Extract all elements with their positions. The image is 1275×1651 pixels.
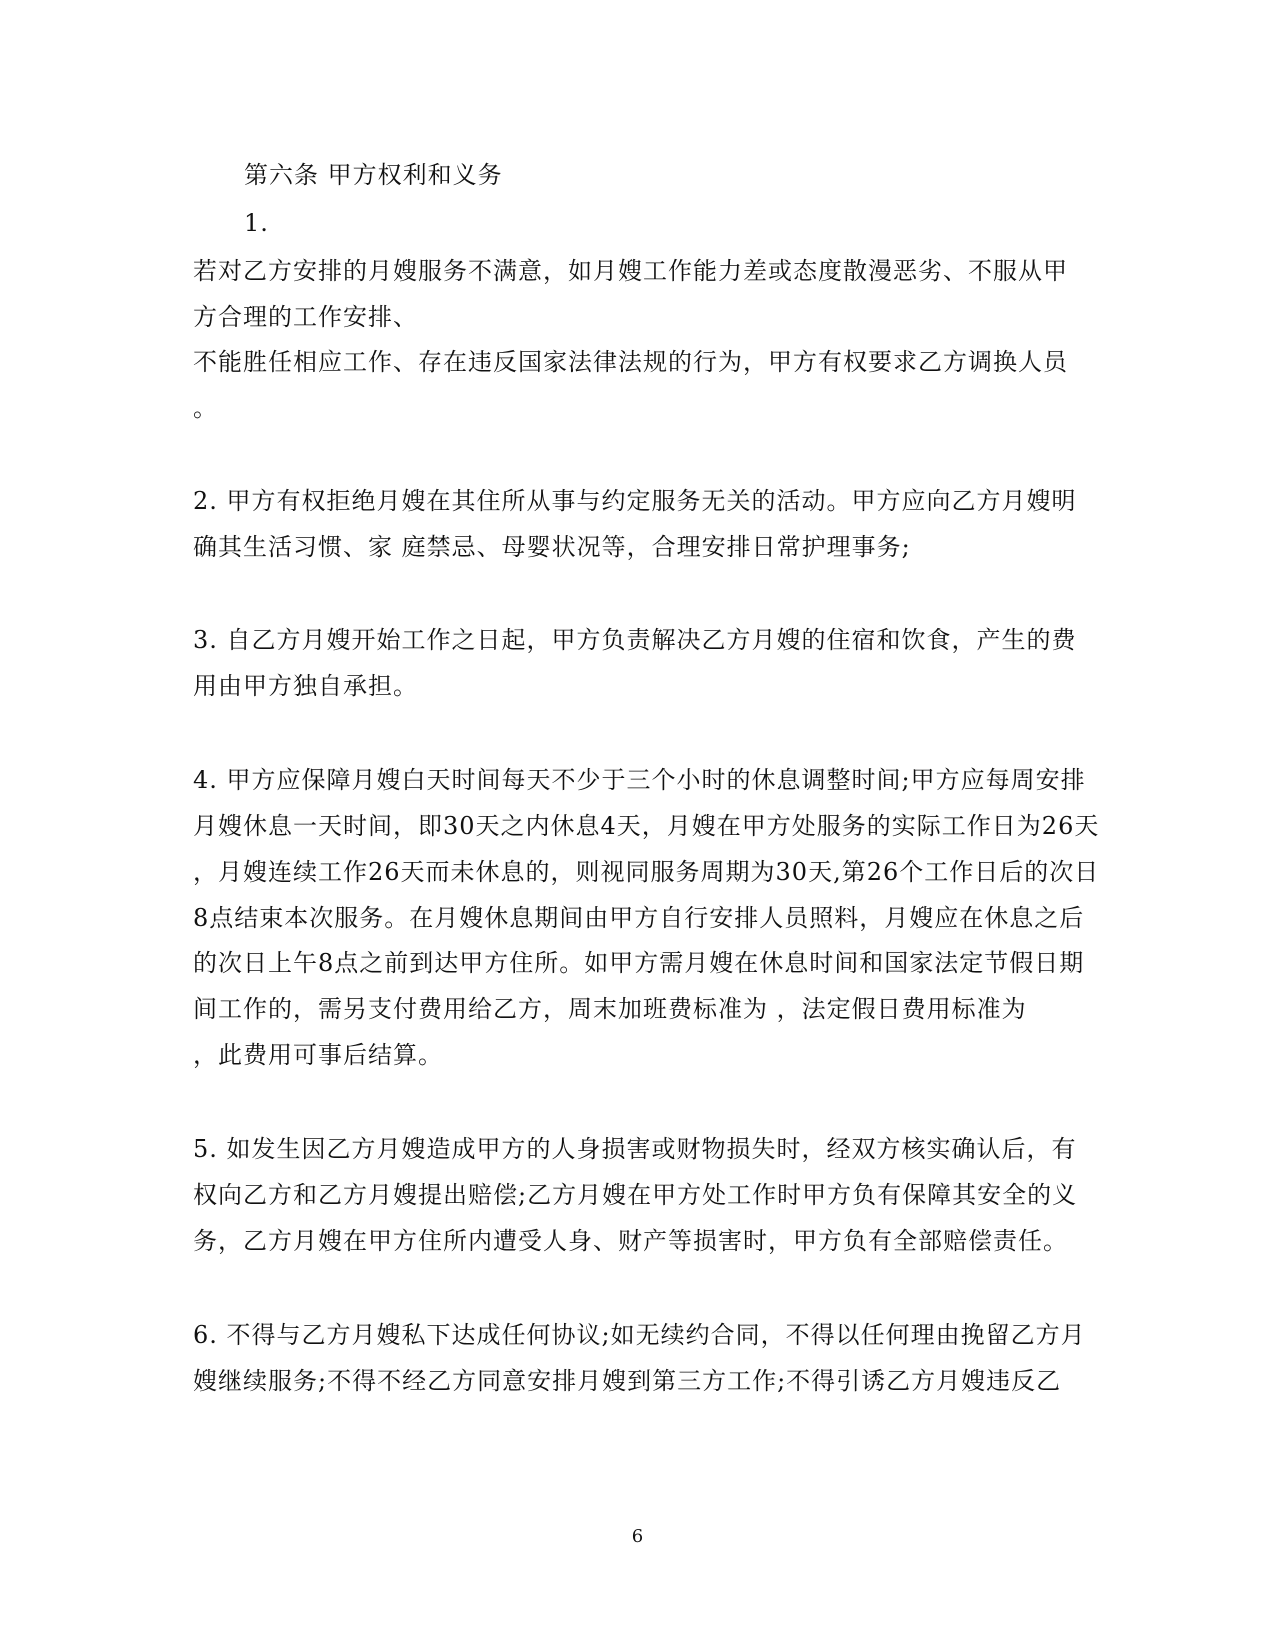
text-line: 3. 自乙方月嫂开始工作之日起，甲方负责解决乙方月嫂的住宿和饮食，产生的费: [193, 626, 1077, 654]
text-line: 的次日上午8点之前到达甲方住所。如甲方需月嫂在休息时间和国家法定节假日期: [193, 949, 1085, 977]
text-line: 若对乙方安排的月嫂服务不满意，如月嫂工作能力差或态度散漫恶劣、不服从甲: [193, 257, 1068, 285]
text-line: 不能胜任相应工作、存在违反国家法律法规的行为，甲方有权要求乙方调换人员: [193, 348, 1068, 376]
text-line: 2. 甲方有权拒绝月嫂在其住所从事与约定服务无关的活动。甲方应向乙方月嫂明: [193, 487, 1077, 515]
text-line: ，此费用可事后结算。: [193, 1041, 443, 1069]
text-line: 月嫂休息一天时间，即30天之内休息4天，月嫂在甲方处服务的实际工作日为26天: [193, 812, 1100, 840]
text-line: 确其生活习惯、家 庭禁忌、母婴状况等，合理安排日常护理事务;: [193, 533, 911, 561]
text-line: 间工作的，需另支付费用给乙方，周末加班费标准为 ，法定假日费用标准为: [193, 995, 1027, 1023]
text-line: 嫂继续服务;不得不经乙方同意安排月嫂到第三方工作;不得引诱乙方月嫂违反乙: [193, 1367, 1062, 1395]
page-number: 6: [631, 1526, 644, 1547]
text-line: ，月嫂连续工作26天而未休息的，则视同服务周期为30天,第26个工作日后的次日: [193, 858, 1100, 886]
item-number: 1.: [244, 209, 269, 237]
text-line: 8点结束本次服务。在月嫂休息期间由甲方自行安排人员照料，月嫂应在休息之后: [193, 904, 1085, 932]
text-line: 用由甲方独自承担。: [193, 672, 418, 700]
text-line: 5. 如发生因乙方月嫂造成甲方的人身损害或财物损失时，经双方核实确认后，有: [193, 1135, 1077, 1163]
text-line: 。: [193, 394, 218, 422]
text-line: 方合理的工作安排、: [193, 303, 418, 331]
text-line: 务，乙方月嫂在甲方住所内遭受人身、财产等损害时，甲方负有全部赔偿责任。: [193, 1227, 1068, 1255]
text-line: 4. 甲方应保障月嫂白天时间每天不少于三个小时的休息调整时间;甲方应每周安排: [193, 766, 1086, 794]
section-heading: 第六条 甲方权利和义务: [244, 161, 503, 189]
text-line: 6. 不得与乙方月嫂私下达成任何协议;如无续约合同，不得以任何理由挽留乙方月: [193, 1321, 1086, 1349]
text-line: 权向乙方和乙方月嫂提出赔偿;乙方月嫂在甲方处工作时甲方负有保障其安全的义: [193, 1181, 1078, 1209]
